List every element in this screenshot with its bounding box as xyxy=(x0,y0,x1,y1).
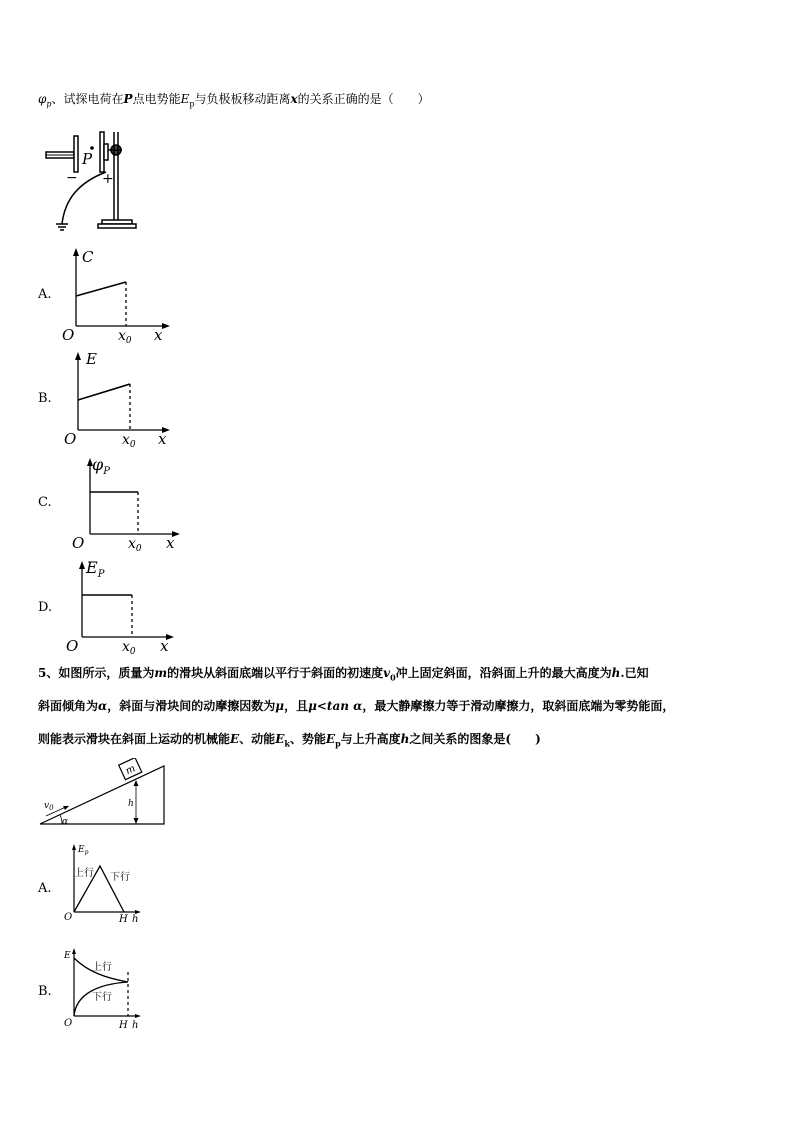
option-c-label[interactable]: C. xyxy=(38,495,52,510)
down-label: 下行 xyxy=(92,992,112,1003)
plus-sign: + xyxy=(102,171,114,187)
arrow-up-icon xyxy=(73,248,79,256)
option-d-label[interactable]: D. xyxy=(38,600,53,615)
x-axis-label: x xyxy=(160,637,169,655)
option-a-graph xyxy=(60,244,172,344)
height-label: h xyxy=(128,799,134,809)
x0-label: $x_0$ xyxy=(118,328,132,344)
y-axis-label: C xyxy=(82,248,94,266)
origin-label: O xyxy=(64,912,73,923)
y-axis-label: $E_p$ xyxy=(78,845,89,856)
arrow-down-icon xyxy=(134,818,139,824)
incline-triangle xyxy=(40,766,164,824)
arrow-right-icon xyxy=(162,323,170,329)
capacitor-apparatus-figure xyxy=(40,128,150,234)
down-label: 下行 xyxy=(110,872,130,883)
H-label: H xyxy=(119,1020,128,1030)
option-b-label[interactable]: B. xyxy=(38,391,52,406)
q5-stem-line3: 则能表示滑块在斜面上运动的机械能E、动能$E_k$、势能$E_p$与上升高度h之间关系的图象是( ) xyxy=(38,732,541,749)
origin-label: O xyxy=(62,326,75,344)
phi-symbol: φ xyxy=(38,92,47,106)
arrow-right-icon xyxy=(135,1014,141,1018)
y-axis-label: $E_P$ xyxy=(86,558,105,580)
q5-option-a-label[interactable]: A. xyxy=(38,881,52,896)
arrow-up-icon xyxy=(134,780,139,786)
q5-option-a-graph xyxy=(62,840,142,924)
arrow-up-icon xyxy=(72,844,76,850)
point-p-label: P xyxy=(82,150,93,168)
x-axis-label: h xyxy=(132,1020,139,1030)
option-c-graph xyxy=(70,452,182,552)
origin-label: O xyxy=(66,637,79,655)
arrow-up-icon xyxy=(72,948,76,954)
y-axis-label: E xyxy=(86,350,97,368)
arrow-up-icon xyxy=(79,561,85,569)
x0-label: $x_0$ xyxy=(128,536,142,552)
x-axis-label: x xyxy=(158,430,167,448)
x-axis-label: h xyxy=(132,914,139,924)
origin-label: O xyxy=(72,534,85,552)
option-d-graph xyxy=(62,555,178,655)
q5-stem-line2: 斜面倾角为α，斜面与滑块间的动摩擦因数为μ，且μ<tan α，最大静摩擦力等于滑动摩擦力，取斜面底端为零势能面， xyxy=(38,699,675,713)
option-b-graph xyxy=(60,350,174,448)
y-axis-label: $\varphi_P$ xyxy=(92,455,110,477)
x-axis-label: x xyxy=(154,326,163,344)
v0-label: $v_0$ xyxy=(44,801,54,812)
q5-stem-line1: 5、如图所示，质量为m的滑块从斜面底端以平行于斜面的初速度$v_0$冲上固定斜面，沿斜面上升的最大高度为h.已知 xyxy=(38,666,649,683)
up-label: 上行 xyxy=(92,962,112,973)
option-a-label[interactable]: A. xyxy=(38,287,52,302)
block-mass-label: m xyxy=(124,763,138,778)
up-label: 上行 xyxy=(74,868,94,879)
q5-option-b-graph xyxy=(62,944,142,1030)
line-segment xyxy=(76,282,126,296)
line-segment xyxy=(78,384,130,400)
incline-figure xyxy=(38,758,168,830)
y-axis-label: E xyxy=(64,951,71,961)
q4-stem: $\varphi_p$、试探电荷在P点电势能$E_p$与负极板移动距离x的关系正确的是（ ） xyxy=(38,92,430,109)
x0-label: $x_0$ xyxy=(122,432,136,448)
minus-sign: − xyxy=(66,170,78,186)
angle-label: α xyxy=(62,817,69,827)
x-axis-label: x xyxy=(166,534,175,552)
origin-label: O xyxy=(64,430,77,448)
x0-label: $x_0$ xyxy=(122,639,136,655)
H-label: H xyxy=(119,914,128,924)
origin-label: O xyxy=(64,1018,73,1029)
q5-option-b-label[interactable]: B. xyxy=(38,984,52,999)
arrow-up-icon xyxy=(75,352,81,360)
